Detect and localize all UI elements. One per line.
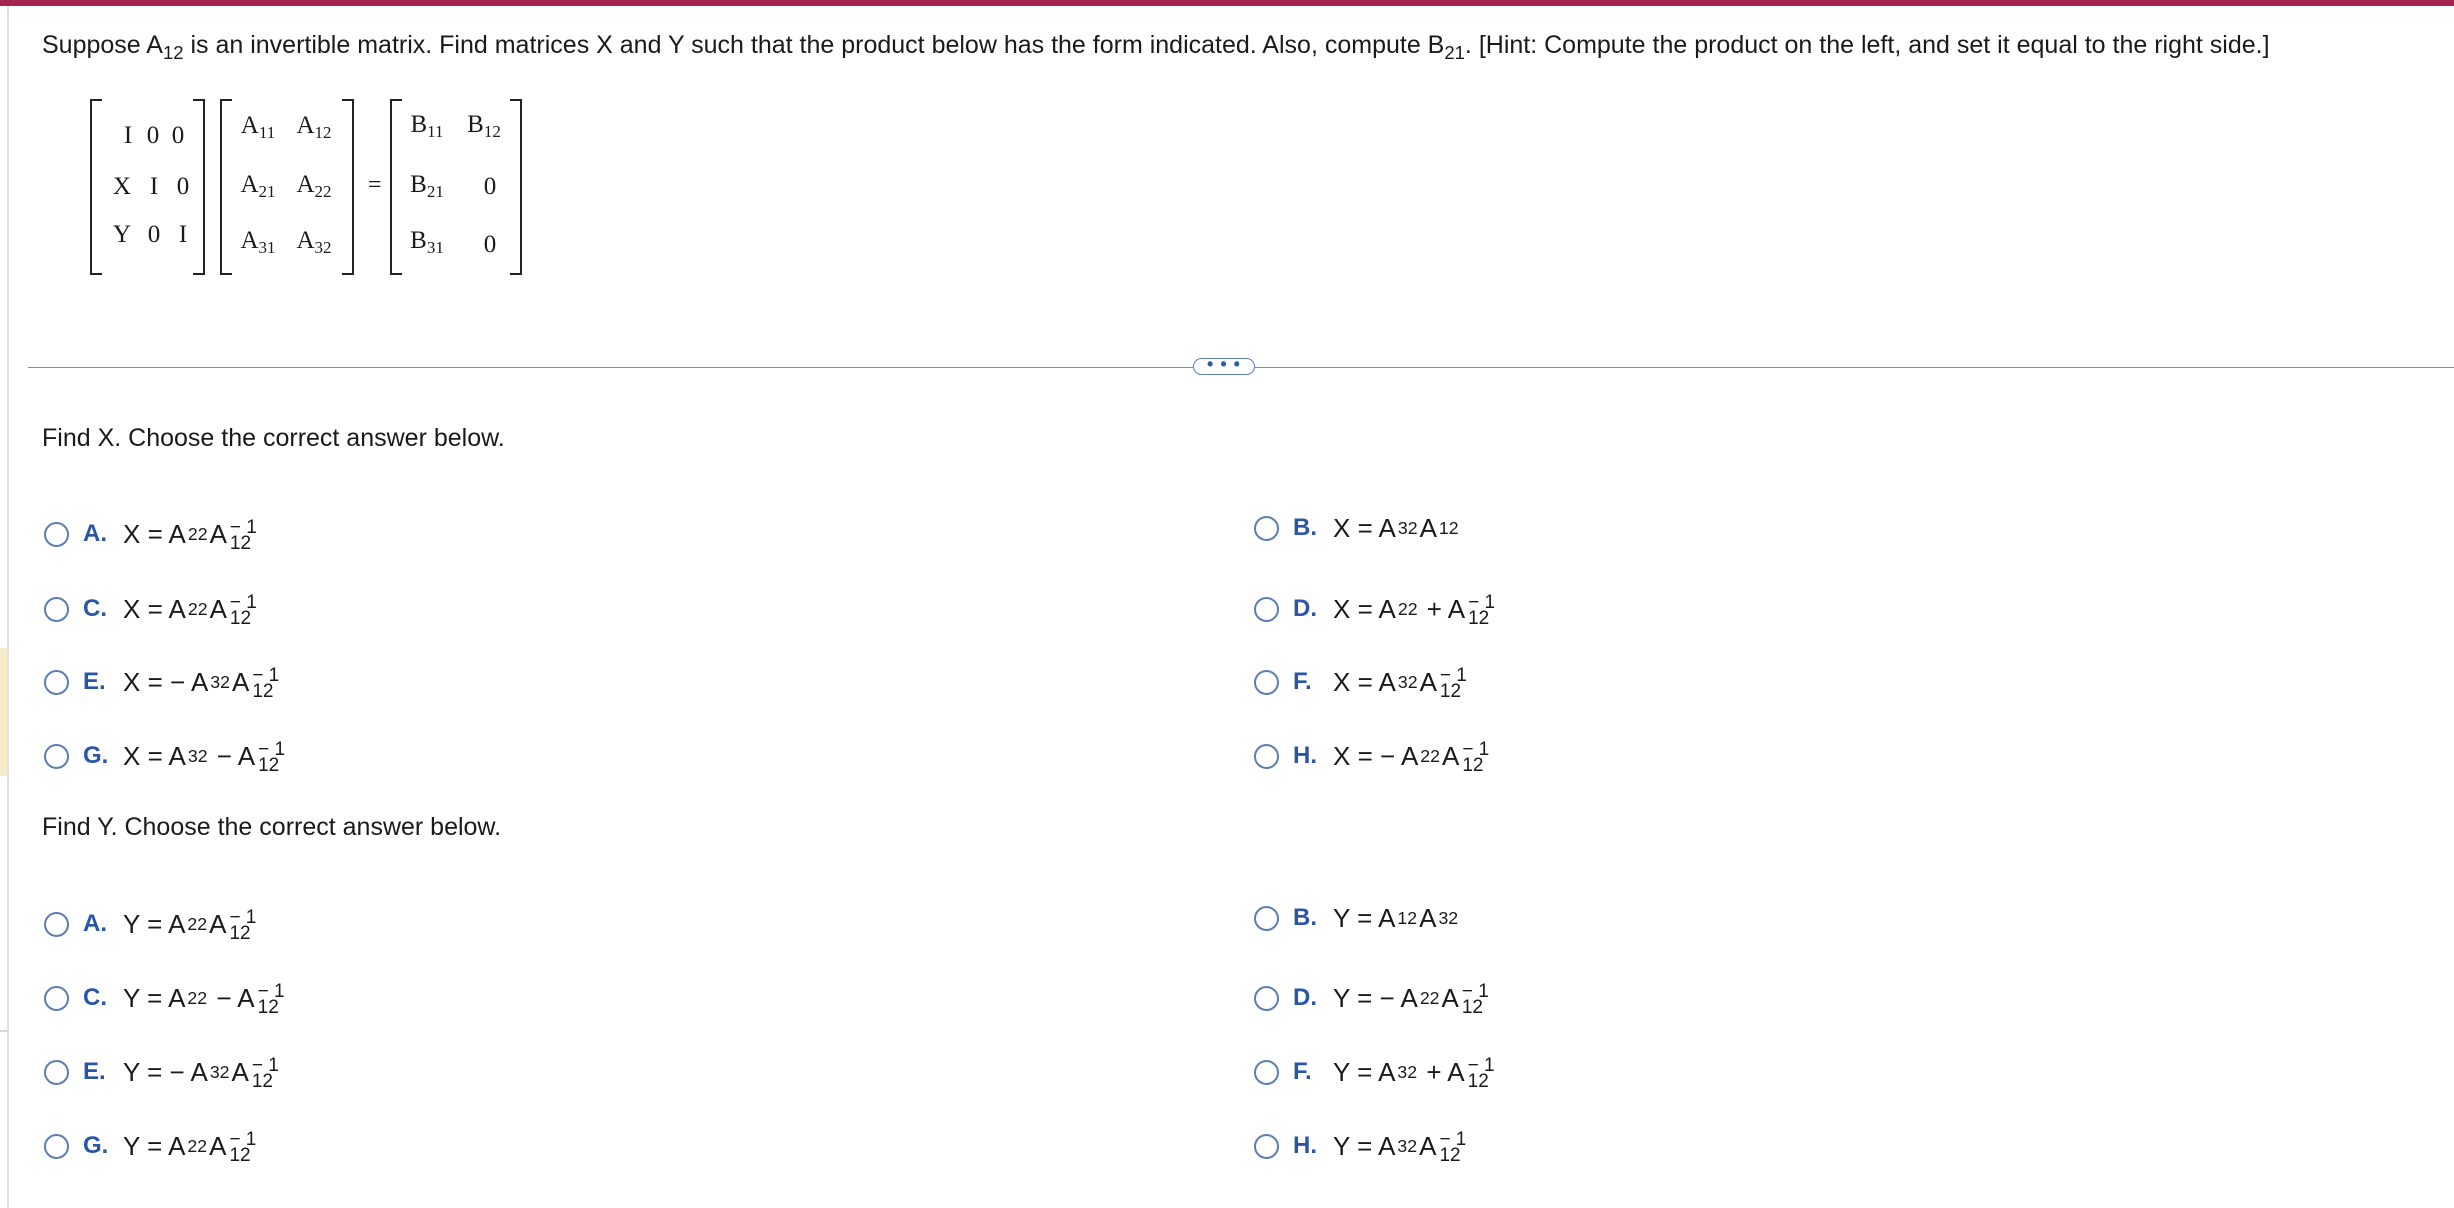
- y-option-b[interactable]: [1254, 896, 1458, 940]
- option-formula: Y = A 12 A 32: [1333, 902, 1459, 933]
- matrix-cell-b11: $B_{11}$: [410, 111, 444, 142]
- matrix-cell-b31: $B_{31}$: [410, 227, 444, 258]
- radio-button[interactable]: [1254, 986, 1279, 1011]
- identity-block-matrix: [90, 99, 205, 273]
- more-options-button[interactable]: • • •: [1193, 358, 1255, 375]
- b-block-matrix: [390, 99, 522, 273]
- y-option-f[interactable]: [1254, 1050, 1495, 1094]
- option-letter: B.: [1293, 904, 1317, 931]
- option-formula: Y = A 32 + A − 1 12: [1333, 1054, 1495, 1092]
- matrix-cell: 0: [147, 221, 161, 248]
- option-letter: H.: [1293, 742, 1317, 769]
- matrix-cell: X: [112, 173, 132, 200]
- matrix-cell-a31: $A_{31}$: [240, 227, 276, 258]
- option-letter: H.: [1293, 1132, 1317, 1159]
- option-letter: E.: [83, 668, 106, 695]
- matrix-cell: 0: [483, 173, 497, 200]
- x-option-g[interactable]: [44, 734, 285, 778]
- option-letter: E.: [83, 1058, 106, 1085]
- question-text: Suppose $A_{12}$ is an invertible matrix. Find matrices X and Y such that the product below has the form indicated. Also, compute $B_{21}$. [Hint: Compute the product on the left, and set it equal to the right side.]: [42, 31, 2270, 63]
- option-formula: Y = − A 22 A − 1 12: [1333, 980, 1489, 1018]
- radio-button[interactable]: [44, 912, 69, 937]
- y-option-e[interactable]: [44, 1050, 279, 1094]
- option-letter: F.: [1293, 668, 1312, 695]
- left-highlight-marker: [0, 648, 7, 776]
- option-formula: Y = A 32 A − 1 12: [1333, 1128, 1467, 1166]
- option-formula: X = A 32 A 12: [1333, 512, 1459, 543]
- radio-button[interactable]: [44, 1060, 69, 1085]
- option-letter: G.: [83, 742, 109, 769]
- left-border: [7, 6, 9, 1208]
- matrix-cell-a32: $A_{32}$: [296, 227, 332, 258]
- matrix-cell-a22: $A_{22}$: [296, 171, 332, 202]
- matrix-cell: I: [149, 173, 159, 200]
- x-option-b[interactable]: [1254, 506, 1459, 550]
- radio-button[interactable]: [1254, 670, 1279, 695]
- matrix-cell: I: [123, 122, 133, 149]
- x-option-e[interactable]: [44, 660, 279, 704]
- y-option-a[interactable]: [44, 902, 256, 946]
- x-option-a[interactable]: [44, 512, 257, 556]
- option-formula: X = A 22 A − 1 12: [123, 516, 257, 554]
- option-letter: C.: [83, 984, 107, 1011]
- matrix-cell-a12: $A_{12}$: [296, 112, 332, 143]
- matrix-cell-b21: $B_{21}$: [410, 171, 444, 202]
- find-x-prompt: Find X. Choose the correct answer below.: [42, 424, 505, 452]
- matrix-cell-a21: $A_{21}$: [240, 171, 276, 202]
- matrix-cell: 0: [146, 122, 160, 149]
- radio-button[interactable]: [44, 986, 69, 1011]
- option-formula: Y = − A 32 A − 1 12: [123, 1054, 279, 1092]
- find-y-prompt: Find Y. Choose the correct answer below.: [42, 813, 502, 841]
- option-letter: G.: [83, 1132, 109, 1159]
- radio-button[interactable]: [1254, 906, 1279, 931]
- left-divider-tick: [0, 1030, 9, 1032]
- radio-button[interactable]: [1254, 516, 1279, 541]
- option-formula: X = A 32 A − 1 12: [1333, 664, 1467, 702]
- radio-button[interactable]: [1254, 597, 1279, 622]
- option-formula: X = A 22 + A − 1 12: [1333, 591, 1496, 629]
- x-option-d[interactable]: [1254, 587, 1495, 631]
- option-formula: Y = A 22 A − 1 12: [123, 906, 257, 944]
- option-letter: C.: [83, 595, 107, 622]
- x-option-c[interactable]: [44, 587, 257, 631]
- y-option-g[interactable]: [44, 1124, 256, 1168]
- x-option-f[interactable]: [1254, 660, 1467, 704]
- radio-button[interactable]: [44, 522, 69, 547]
- option-formula: X = − A 32 A − 1 12: [123, 664, 280, 702]
- radio-button[interactable]: [1254, 1060, 1279, 1085]
- radio-button[interactable]: [44, 1134, 69, 1159]
- a-block-matrix: [220, 99, 354, 273]
- option-letter: A.: [83, 910, 107, 937]
- option-formula: X = − A 22 A − 1 12: [1333, 738, 1490, 776]
- radio-button[interactable]: [44, 670, 69, 695]
- y-option-d[interactable]: [1254, 976, 1489, 1020]
- option-formula: Y = A 22 A − 1 12: [123, 1128, 257, 1166]
- y-option-c[interactable]: [44, 976, 285, 1020]
- option-letter: F.: [1293, 1058, 1312, 1085]
- y-option-h[interactable]: [1254, 1124, 1466, 1168]
- option-letter: D.: [1293, 595, 1317, 622]
- option-letter: D.: [1293, 984, 1317, 1011]
- equals-sign: =: [368, 172, 382, 198]
- radio-button[interactable]: [44, 744, 69, 769]
- matrix-cell: Y: [112, 221, 132, 248]
- matrix-cell: I: [178, 221, 188, 248]
- matrix-cell-a11: $A_{11}$: [240, 112, 276, 143]
- option-formula: X = A 32 − A − 1 12: [123, 738, 286, 776]
- option-letter: A.: [83, 520, 107, 547]
- matrix-cell: 0: [171, 122, 185, 149]
- option-formula: X = A 22 A − 1 12: [123, 591, 257, 629]
- radio-button[interactable]: [1254, 744, 1279, 769]
- option-formula: Y = A 22 − A − 1 12: [123, 980, 285, 1018]
- option-letter: B.: [1293, 514, 1317, 541]
- radio-button[interactable]: [44, 597, 69, 622]
- top-accent-bar: [0, 0, 2454, 6]
- radio-button[interactable]: [1254, 1134, 1279, 1159]
- x-option-h[interactable]: [1254, 734, 1489, 778]
- matrix-cell: 0: [176, 173, 190, 200]
- matrix-cell-b12: $B_{12}$: [467, 111, 501, 142]
- matrix-cell: 0: [483, 231, 497, 258]
